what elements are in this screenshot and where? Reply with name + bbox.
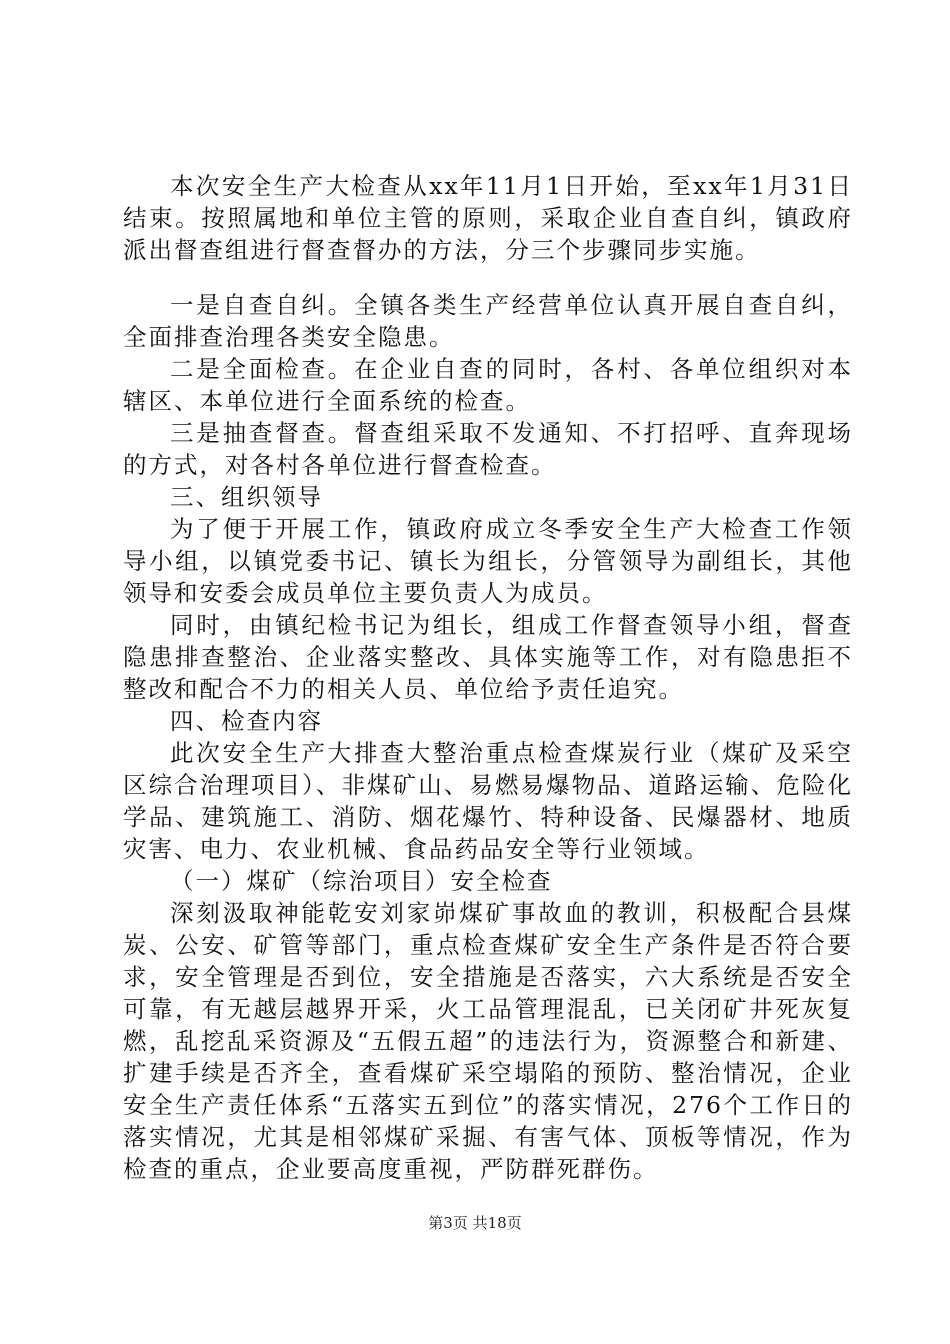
section-heading-content: 四、检查内容: [170, 707, 323, 735]
paragraph-inspection-scope: 此次安全生产大排查大整治重点检查煤炭行业（煤矿及采空区综合治理项目）、非煤矿山、易燃易爆物品、道路运输、危险化学品、建筑施工、消防、烟花爆竹、特种设备、民爆器材、地质灾害、电力、农业机械、食品药品安全等行业领域。: [123, 739, 853, 863]
document-body: [123, 170, 853, 1185]
paragraph-step-one: 一是自查自纠。全镇各类生产经营单位认真开展自查自纠，全面排查治理各类安全隐患。: [123, 291, 853, 351]
paragraph-step-two: 二是全面检查。在企业自查的同时，各村、各单位组织对本辖区、本单位进行全面系统的检查。: [123, 355, 853, 415]
paragraph-leadership-group: 为了便于开展工作，镇政府成立冬季安全生产大检查工作领导小组，以镇党委书记、镇长为组长，分管领导为副组长，其他领导和安委会成员单位主要负责人为成员。: [123, 515, 853, 607]
subsection-heading-coal-mine: （一）煤矿（综治项目）安全检查: [170, 867, 553, 895]
page-footer: 第3页 共18页: [428, 1214, 522, 1232]
paragraph-coal-mine-inspection: 深刻汲取神能乾安刘家峁煤矿事故血的教训，积极配合县煤炭、公安、矿管等部门，重点检查煤矿安全生产条件是否符合要求，安全管理是否到位，安全措施是否落实，六大系统是否安全可靠，有无越层越界开采，火工品管理混乱，已关闭矿井死灰复燃，乱挖乱采资源及“五假五超”的违法行为，资源整合和新建、扩建手续是否齐全，查看煤矿采空塌陷的预防、整治情况，企业安全生产责任体系“五落实五到位”的落实情况，276个工作日的落实情况，尤其是相邻煤矿采掘、有害气体、顶板等情况，作为检查的重点，企业要高度重视，严防群死群伤。: [123, 899, 853, 1183]
paragraph-supervision-group: 同时，由镇纪检书记为组长，组成工作督查领导小组，督查隐患排查整治、企业落实整改、具体实施等工作，对有隐患拒不整改和配合不力的相关人员、单位给予责任追究。: [123, 611, 853, 703]
section-heading-leadership: 三、组织领导: [170, 483, 323, 511]
paragraph-step-three: 三是抽查督查。督查组采取不发通知、不打招呼、直奔现场的方式，对各村各单位进行督查检查。: [123, 419, 853, 479]
paragraph-intro: 本次安全生产大检查从xx年11月1日开始，至xx年1月31日结束。按照属地和单位主管的原则，采取企业自查自纠，镇政府派出督查组进行督查督办的方法，分三个步骤同步实施。: [123, 172, 853, 264]
